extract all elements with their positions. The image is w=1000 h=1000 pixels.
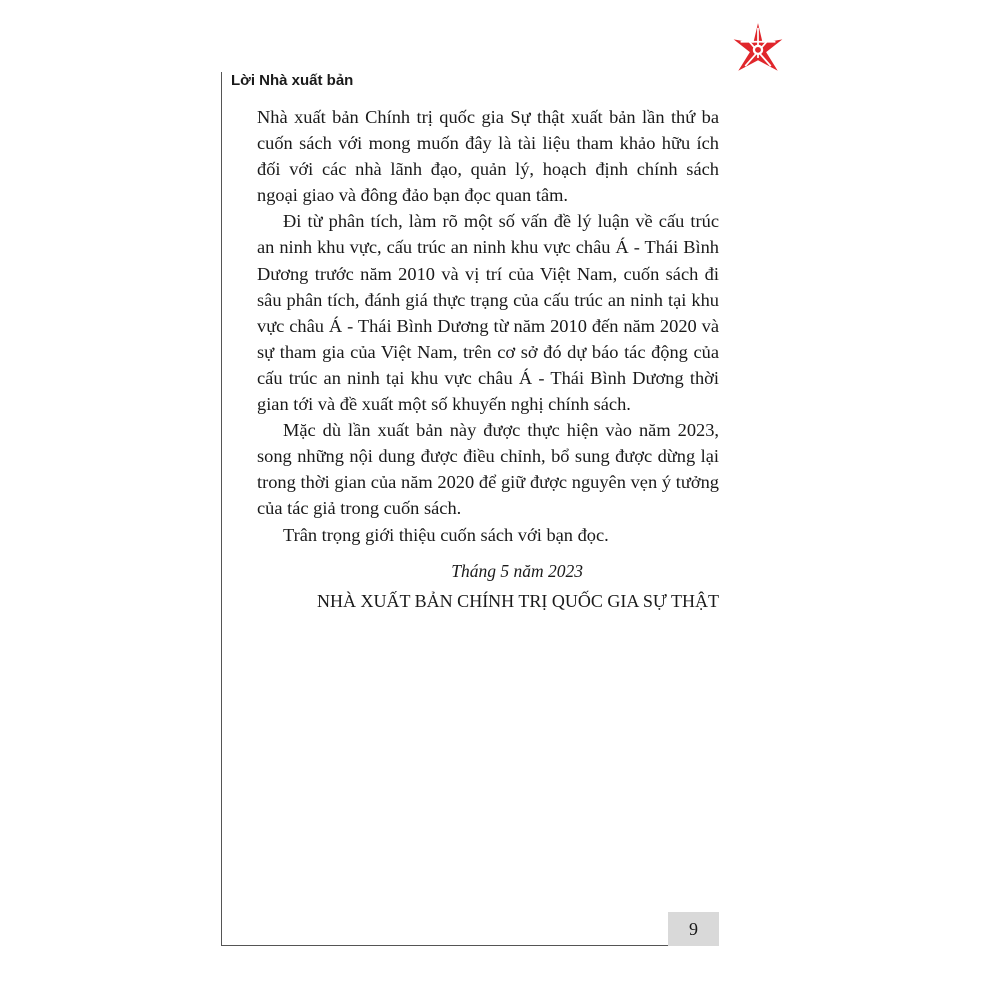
paragraph: Nhà xuất bản Chính trị quốc gia Sự thật xuất bản lần thứ ba cuốn sách với mong muốn đây là tài liệu tham khảo hữu ích đối với các nhà lãnh đạo, quản lý, hoạch định chính sách ngoại giao và đông đảo bạn đọc quan tâm. [257,107,719,206]
paragraph: Trân trọng giới thiệu cuốn sách với bạn đọc. [283,524,609,545]
paragraph: Mặc dù lần xuất bản này được thực hiện vào năm 2023, song những nội dung được điều chỉnh, bổ sung được dừng lại trong thời gian của năm 2020 để giữ được nguyên vẹn ý tưởng của tác giả trong cuốn sách. [257,420,719,519]
page-number [668,912,719,946]
body-text [257,104,719,548]
signature-publisher: NHÀ XUẤT BẢN CHÍNH TRỊ QUỐC GIA SỰ THẬT [317,591,719,611]
page-frame-bottom-rule [221,945,719,946]
running-header: Lời Nhà xuất bản [231,72,354,89]
page-frame-left-rule [221,72,222,946]
star-logo-icon [729,22,787,80]
signature-date: Tháng 5 năm 2023 [451,561,583,581]
paragraph: Đi từ phân tích, làm rõ một số vấn đề lý luận về cấu trúc an ninh khu vực, cấu trúc an ninh khu vực châu Á - Thái Bình Dương trước năm 2010 và vị trí của Việt Nam, cuốn sách đi sâu phân tích, đánh giá thực trạng của cấu trúc an ninh tại khu vực châu Á - Thái Bình Dương từ năm 2010 đến năm 2020 và sự tham gia của Việt Nam, trên cơ sở đó dự báo tác động của cấu trúc an ninh tại khu vực châu Á - Thái Bình Dương thời gian tới và đề xuất một số khuyến nghị chính sách. [257,211,719,415]
page-number-label: 9 [689,918,698,939]
